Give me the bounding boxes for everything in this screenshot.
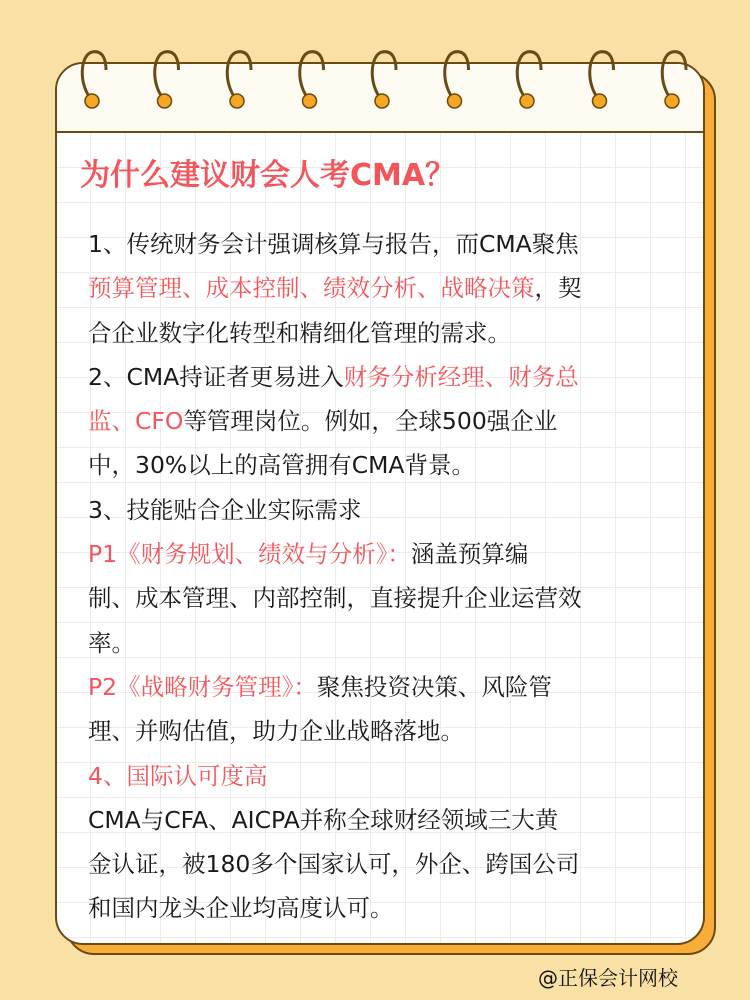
content-line — [88, 532, 688, 576]
body-text: ，契 — [534, 274, 582, 303]
ring-hole-icon — [230, 94, 244, 108]
ring-hole-icon — [158, 94, 172, 108]
highlight-text: P2《战略财务管理》： — [88, 672, 317, 701]
ring-icon — [590, 52, 614, 100]
content-line — [88, 443, 688, 487]
body-text: CMA与CFA、AICPA并称全球财经领域三大黄 — [88, 805, 559, 834]
ring-hole-icon — [85, 94, 99, 108]
body-text: 3、技能贴合企业实际需求 — [88, 495, 362, 524]
body-text: 制、成本管理、内部控制，直接提升企业运营效 — [88, 584, 582, 613]
content-line — [88, 488, 688, 532]
body-text: 2、CMA持证者更易进入 — [88, 362, 344, 391]
content-line — [88, 576, 688, 620]
ring-hole-icon — [448, 94, 462, 108]
highlight-text: P1《财务规划、绩效与分析》： — [88, 540, 411, 569]
ring-hole-icon — [520, 94, 534, 108]
ring-hole-icon — [303, 94, 317, 108]
ring-icon — [227, 52, 251, 100]
content-line — [88, 754, 688, 798]
ring-hole-icon — [375, 94, 389, 108]
spiral-rings — [0, 0, 750, 120]
ring-icon — [372, 52, 396, 100]
content-line — [88, 355, 688, 399]
body-text: 聚焦投资决策、风险管 — [316, 672, 552, 701]
watermark: @正保会计网校 — [538, 966, 678, 990]
content-line — [88, 311, 688, 355]
ring-icon — [517, 52, 541, 100]
content-line — [88, 886, 688, 930]
highlight-text: 预算管理、成本控制、绩效分析、战略决策 — [88, 274, 535, 303]
content-body — [88, 222, 688, 931]
body-text: 中，30%以上的高管拥有CMA背景。 — [88, 451, 475, 480]
highlight-text: 4、国际认可度高 — [88, 761, 268, 790]
content-line — [88, 399, 688, 443]
ring-hole-icon — [665, 94, 679, 108]
body-text: 合企业数字化转型和精细化管理的需求。 — [88, 318, 511, 347]
ring-icon — [445, 52, 469, 100]
body-text: 率。 — [88, 628, 135, 657]
highlight-text: 监、CFO — [88, 407, 184, 436]
body-text: 涵盖预算编 — [410, 540, 529, 569]
body-text: 理、并购估值，助力企业战略落地。 — [88, 717, 464, 746]
ring-icon — [155, 52, 179, 100]
highlight-text: 财务分析经理、财务总 — [343, 362, 579, 391]
content-line — [88, 842, 688, 886]
body-text: 和国内龙头企业均高度认可。 — [88, 894, 394, 923]
body-text: 金认证，被180多个国家认可，外企、跨国公司 — [88, 850, 580, 879]
content-line — [88, 621, 688, 665]
ring-hole-icon — [593, 94, 607, 108]
content-line — [88, 266, 688, 310]
body-text: 1、传统财务会计强调核算与报告，而CMA聚焦 — [88, 230, 579, 258]
body-text: 等管理岗位。例如，全球500强企业 — [183, 407, 558, 436]
page-title: 为什么建议财会人考CMA？ — [80, 158, 456, 193]
content-line — [88, 798, 688, 842]
ring-icon — [662, 52, 686, 100]
content-line — [88, 709, 688, 753]
content-line — [88, 665, 688, 709]
ring-icon — [82, 52, 106, 100]
content-line — [88, 222, 688, 266]
ring-icon — [300, 52, 324, 100]
